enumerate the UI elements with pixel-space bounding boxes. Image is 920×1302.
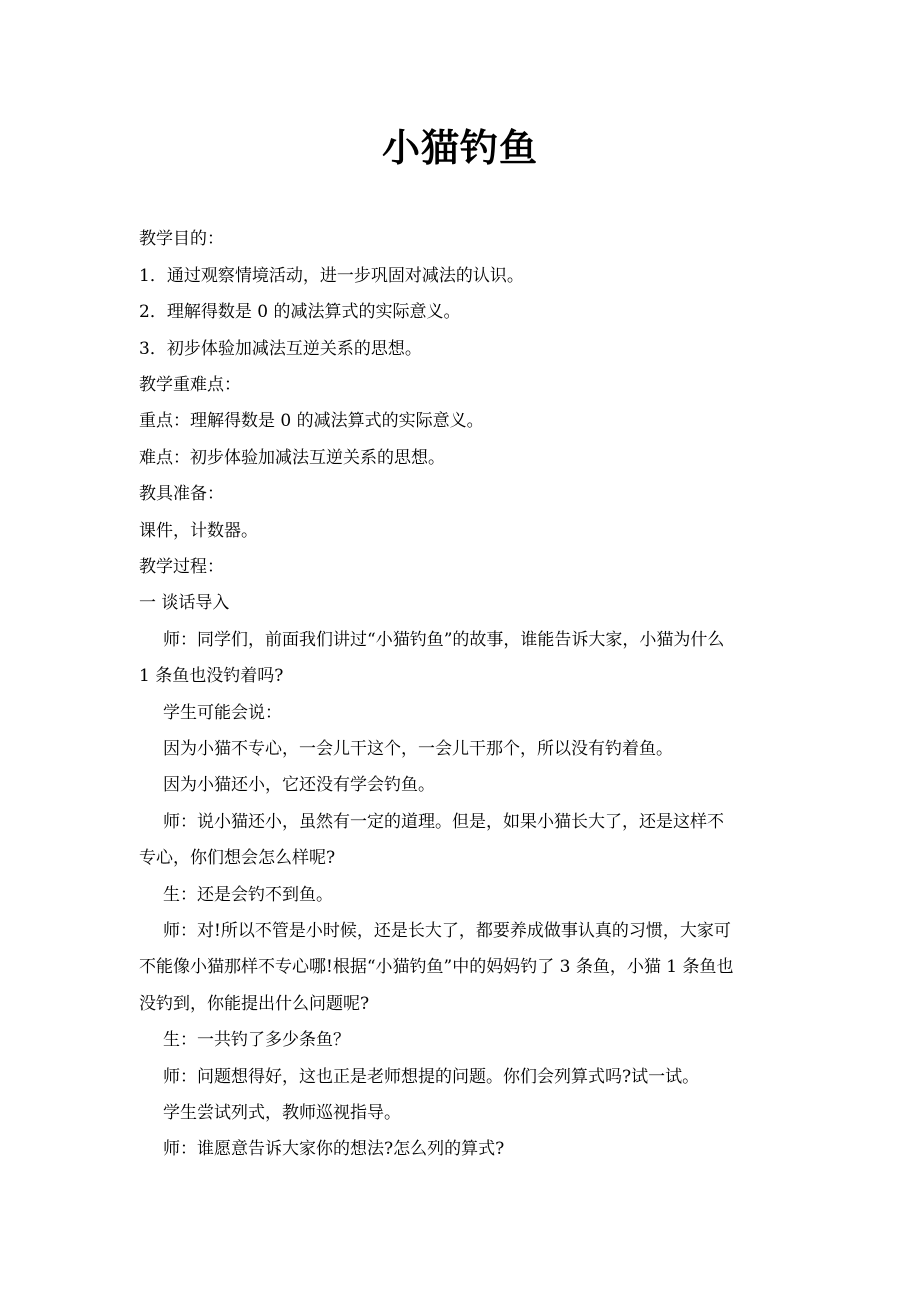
paragraph-line: 1 条鱼也没钓着吗? (139, 666, 284, 686)
paragraph-line: 师：对!所以不管是小时候，还是长大了，都要养成做事认真的习惯，大家可 (163, 921, 731, 941)
goal-item-2: 2．理解得数是 0 的减法算式的实际意义。 (139, 302, 461, 322)
section-heading-process: 教学过程： (139, 557, 224, 577)
paragraph-line: 生：一共钓了多少条鱼？ (163, 1030, 350, 1050)
paragraph-line: 师：同学们，前面我们讲过“小猫钓鱼”的故事，谁能告诉大家，小猫为什么 (163, 630, 725, 650)
section-heading-materials: 教具准备： (139, 484, 224, 504)
key-point: 重点：理解得数是 0 的减法算式的实际意义。 (139, 411, 484, 431)
paragraph-line: 师：说小猫还小，虽然有一定的道理。但是，如果小猫长大了，还是这样不 (163, 812, 724, 832)
section-heading-key-points: 教学重难点： (139, 375, 241, 395)
paragraph-line: 专心，你们想会怎么样呢? (139, 848, 336, 868)
materials-text: 课件，计数器。 (139, 521, 258, 541)
paragraph-line: 因为小猫还小，它还没有学会钓鱼。 (163, 775, 435, 795)
paragraph-line: 没钓到，你能提出什么问题呢? (139, 994, 370, 1014)
paragraph-line: 学生可能会说： (163, 703, 282, 723)
difficult-point: 难点：初步体验加减法互逆关系的思想。 (139, 448, 445, 468)
paragraph-line: 学生尝试列式，教师巡视指导。 (163, 1103, 401, 1123)
paragraph-line: 不能像小猫那样不专心哪!根据“小猫钓鱼”中的妈妈钓了 3 条鱼，小猫 1 条鱼也 (139, 957, 734, 977)
paragraph-line: 师：问题想得好，这也正是老师想提的问题。你们会列算式吗?试一试。 (163, 1067, 700, 1087)
goal-item-3: 3．初步体验加减法互逆关系的思想。 (139, 339, 422, 359)
document-title: 小猫钓鱼 (381, 125, 538, 170)
section-heading-goals: 教学目的： (139, 229, 224, 249)
paragraph-line: 师：谁愿意告诉大家你的想法?怎么列的算式? (163, 1139, 505, 1159)
paragraph-line: 因为小猫不专心，一会儿干这个，一会儿干那个，所以没有钓着鱼。 (163, 739, 673, 759)
goal-item-1: 1．通过观察情境活动，进一步巩固对减法的认识。 (139, 266, 524, 286)
subsection-heading-intro: 一 谈话导入 (139, 593, 230, 613)
paragraph-line: 生：还是会钓不到鱼。 (163, 885, 333, 905)
